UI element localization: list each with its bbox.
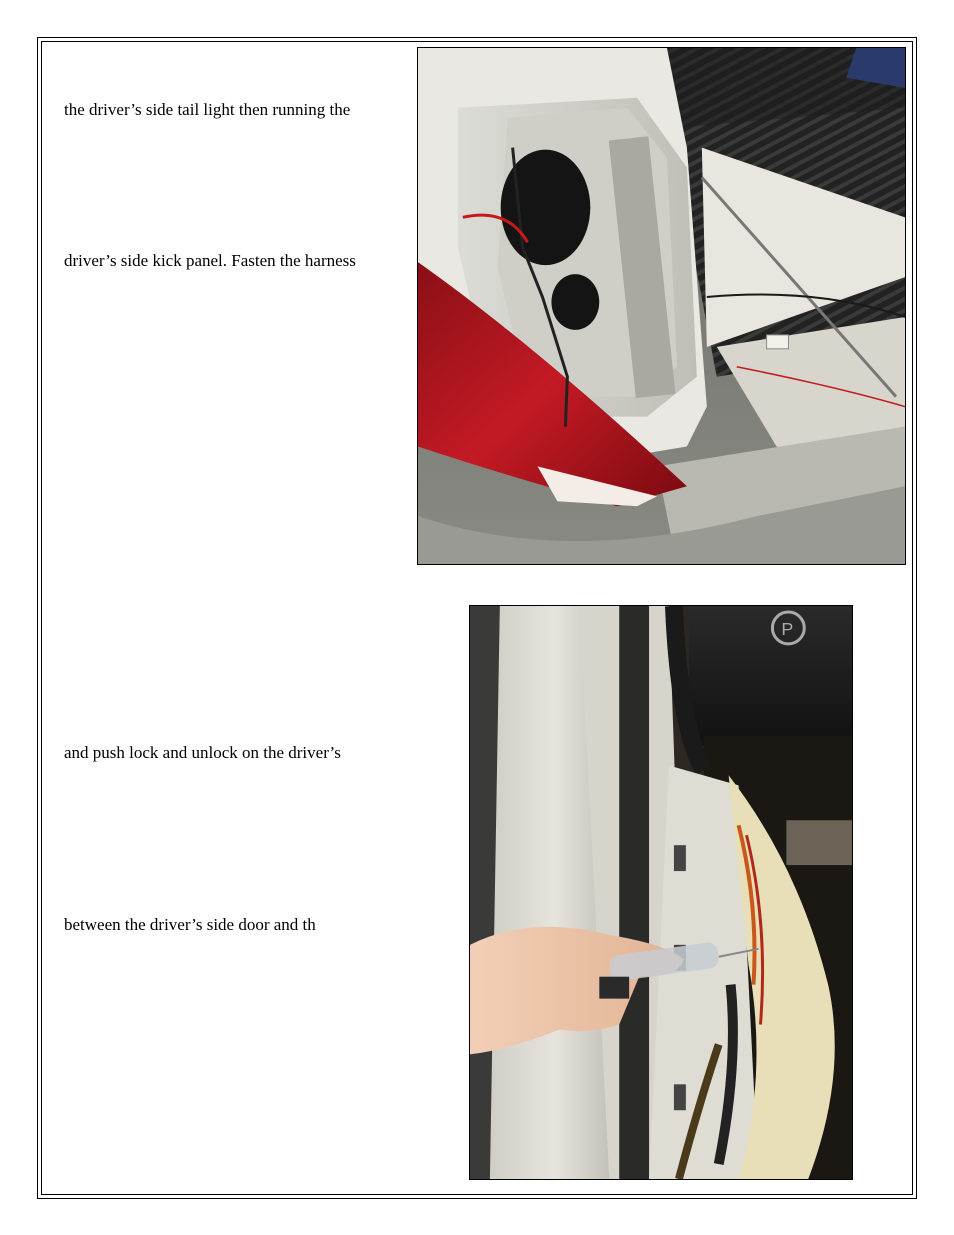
text-line-4: between the driver’s side door and th bbox=[64, 915, 316, 934]
door-jamb-wiring-icon bbox=[470, 606, 852, 1179]
tail-light-wiring-photo bbox=[417, 47, 906, 565]
parking-brake-icon: P bbox=[781, 618, 794, 639]
door-jamb-wiring-photo bbox=[469, 605, 853, 1180]
text-line-3: and push lock and unlock on the driver’s bbox=[64, 743, 341, 762]
tail-light-wiring-icon bbox=[418, 48, 905, 564]
text-line-2: driver’s side kick panel. Fasten the harness bbox=[64, 251, 356, 270]
text-line-1: the driver’s side tail light then running the bbox=[64, 100, 351, 119]
